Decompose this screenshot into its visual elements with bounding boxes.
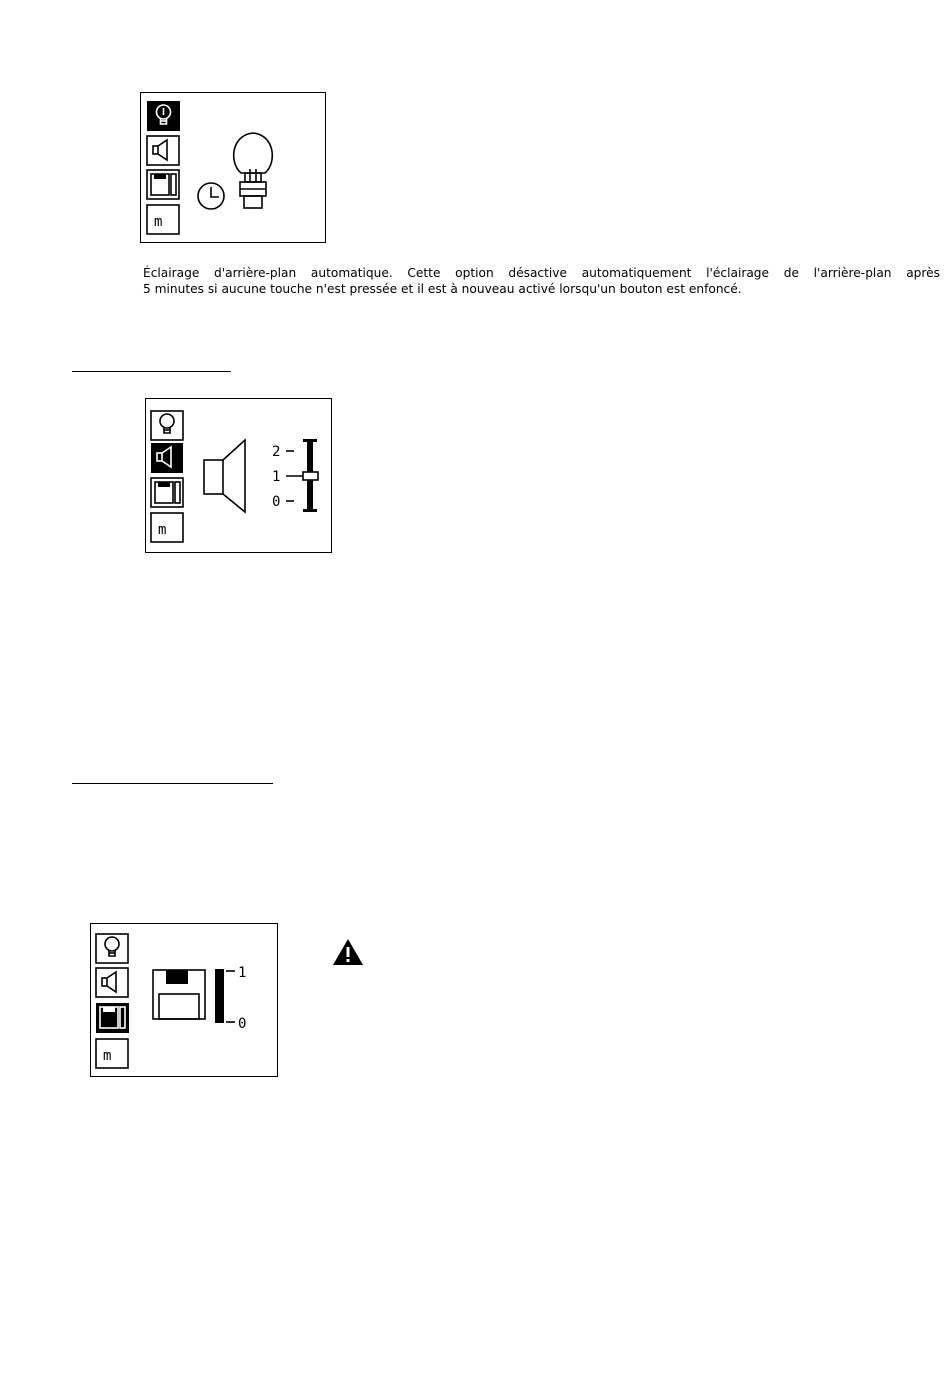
menu-bulb-selected — [147, 101, 180, 131]
large-bulb-icon — [234, 133, 273, 208]
backlight-description — [143, 265, 940, 297]
scale-label-2: 2 — [272, 444, 281, 460]
section-rule-1 — [72, 371, 231, 372]
large-speaker-icon — [204, 440, 245, 512]
volume-slider-handle — [303, 472, 318, 480]
save-screen — [90, 923, 278, 1077]
menu-m-label: m — [154, 214, 163, 230]
warning-triangle-icon — [331, 937, 365, 971]
menu-speaker — [147, 136, 179, 165]
volume-scale — [272, 439, 318, 512]
menu-disk — [151, 478, 183, 507]
menu-m — [96, 1039, 128, 1068]
menu-disk-selected — [96, 1003, 129, 1033]
menu-speaker — [96, 968, 128, 997]
volume-screen — [145, 398, 332, 553]
menu-m-label: m — [158, 522, 167, 538]
scale-label-1: 1 — [238, 965, 247, 981]
menu-m-label: m — [103, 1048, 112, 1064]
large-disk-icon — [153, 970, 205, 1019]
menu-bulb — [151, 411, 183, 440]
description-line-2: 5 minutes si aucune touche n'est pressée et il est à nouveau activé lorsqu'un bouton est enfoncé. — [143, 282, 742, 296]
backlight-screen — [140, 92, 326, 243]
scale-label-0: 0 — [238, 1016, 247, 1032]
menu-m — [151, 513, 183, 542]
section-rule-2 — [72, 783, 273, 784]
menu-disk — [147, 170, 179, 199]
clock-icon — [198, 183, 224, 209]
description-line-1: Éclairage d'arrière-plan automatique. Cette option désactive automatiquement l'éclairage de l'arrière-plan après — [143, 266, 940, 280]
menu-bulb — [96, 934, 128, 963]
menu-m — [147, 205, 179, 234]
scale-label-1: 1 — [272, 469, 281, 485]
scale-label-0: 0 — [272, 494, 281, 510]
save-scale — [215, 965, 246, 1032]
menu-speaker-selected — [151, 443, 183, 473]
